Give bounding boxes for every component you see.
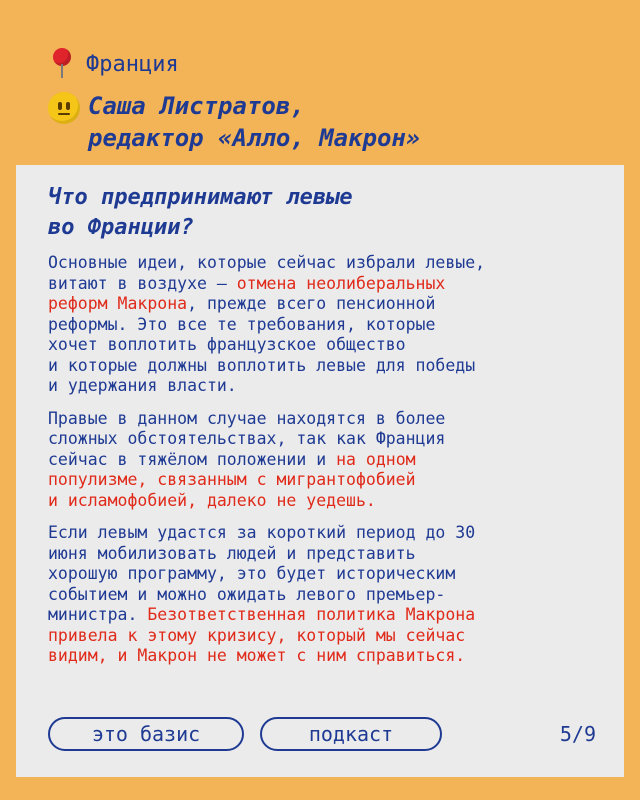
location-label: Франция	[86, 51, 179, 77]
author-name: Саша Листратов,	[88, 92, 305, 120]
paragraph-2-highlight: на одном популизме, связанным с мигрантофобией и исламофобией, далеко не уедешь.	[48, 449, 416, 510]
paragraph-3-text-a: Если левым удастся за короткий период до 30 июня мобилизовать людей и представить хорошую программу, это будет историческим событием и можно ожидать левого премьер- министра.	[48, 523, 476, 624]
paragraph-1-text-a: Основные идеи, которые сейчас избрали левые, витают в воздухе –	[48, 253, 486, 293]
card-title-line-2: во Франции?	[48, 215, 194, 240]
paragraph-1-highlight: отмена неолиберальных реформ Макрона	[48, 273, 446, 313]
author-credit	[88, 90, 420, 154]
tag-button-podcast[interactable]: подкаст	[260, 717, 442, 751]
author-role: редактор «Алло, Макрон»	[88, 124, 421, 152]
paragraph-1-text-c: , прежде всего пенсионной реформы. Это все те требования, которые хочет воплотить французское общество и которые должны воплотить левые для победы и удержания власти.	[48, 294, 476, 395]
card-footer	[48, 717, 596, 753]
card-title-line-1: Что предпринимают левые	[48, 185, 353, 210]
location-row	[48, 46, 420, 82]
paragraph-2-text-a: Правые в данном случае находятся в более сложных обстоятельствах, так как Франция сейчас в тяжёлом положении и	[48, 408, 446, 469]
paragraph-1	[48, 253, 598, 397]
paragraph-3-highlight: Безответственная политика Макрона привела к этому кризису, который мы сейчас видим, и Макрон не может с ним справиться.	[48, 605, 476, 665]
neutral-face-icon	[48, 92, 80, 124]
header	[48, 46, 420, 154]
round-pushpin-icon	[48, 46, 78, 82]
tag-button-basis[interactable]: это базис	[48, 717, 244, 751]
author-row	[48, 90, 420, 154]
paragraph-2	[48, 409, 598, 512]
paragraph-3	[48, 523, 598, 667]
card-title	[48, 183, 598, 243]
page-indicator: 5/9	[559, 722, 596, 746]
content-card	[16, 165, 624, 777]
